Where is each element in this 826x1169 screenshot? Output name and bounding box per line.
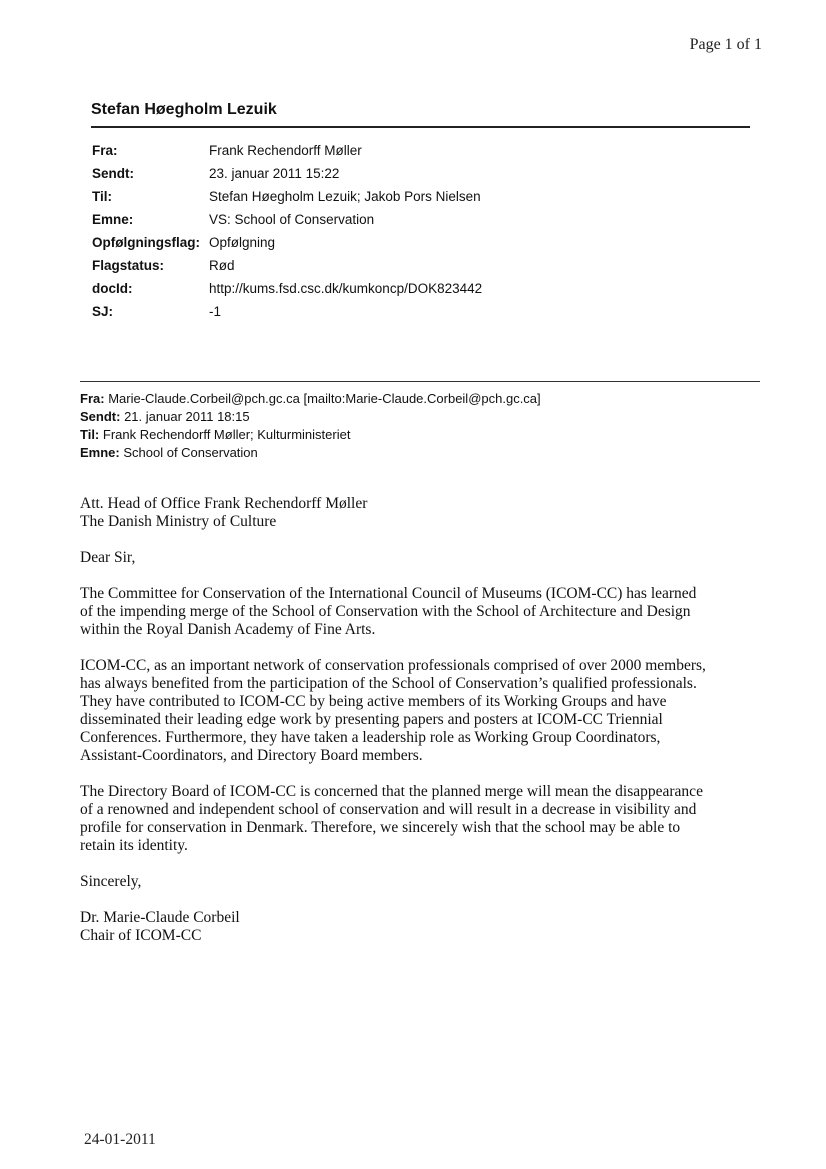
paragraph-line: retain its identity. xyxy=(80,837,188,854)
paragraph-3 xyxy=(80,783,780,855)
header-row-subject xyxy=(92,208,482,231)
header-row-to xyxy=(92,185,482,208)
attention-line: Att. Head of Office Frank Rechendorff Møller xyxy=(80,495,368,512)
forwarded-row-sent xyxy=(80,408,541,426)
letter-body xyxy=(80,495,780,963)
salutation xyxy=(80,549,780,567)
header-row-followup-flag xyxy=(92,231,482,254)
forwarded-divider xyxy=(80,381,760,382)
mailbox-owner-name: Stefan Høegholm Lezuik xyxy=(91,101,277,118)
paragraph-line: within the Royal Danish Academy of Fine Arts. xyxy=(80,621,376,638)
paragraph-line: of the impending merge of the School of Conservation with the School of Architecture and Design xyxy=(80,603,691,620)
header-value-followup-flag: Opfølgning xyxy=(209,235,276,250)
header-label: Emne: xyxy=(92,212,134,227)
closing xyxy=(80,873,780,891)
paragraph-line: ICOM-CC, as an important network of conservation professionals comprised of over 2000 members, xyxy=(80,657,706,674)
paragraph-1 xyxy=(80,585,780,639)
header-value-subject: VS: School of Conservation xyxy=(209,212,375,227)
header-row-sent xyxy=(92,162,482,185)
attention-line: The Danish Ministry of Culture xyxy=(80,513,277,530)
email-header-table xyxy=(92,139,482,323)
salutation-text: Dear Sir, xyxy=(80,549,136,566)
header-label: Flagstatus: xyxy=(92,258,165,273)
forwarded-value-to: Frank Rechendorff Møller; Kulturministeriet xyxy=(102,427,351,442)
forwarded-header xyxy=(80,390,541,462)
forwarded-value-sent: 21. januar 2011 18:15 xyxy=(124,409,250,424)
header-value-from: Frank Rechendorff Møller xyxy=(209,143,362,158)
header-value-flag-status: Rød xyxy=(209,258,235,273)
header-label: Sendt: xyxy=(92,166,134,181)
header-row-sj xyxy=(92,300,482,323)
signature-block xyxy=(80,909,780,945)
forwarded-row-to xyxy=(80,426,541,444)
header-row-from xyxy=(92,139,482,162)
paragraph-line: Assistant-Coordinators, and Directory Board members. xyxy=(80,747,423,764)
owner-divider xyxy=(91,126,750,128)
header-label: Fra: xyxy=(92,143,118,158)
forwarded-label: Sendt: xyxy=(80,409,121,424)
signature-title: Chair of ICOM-CC xyxy=(80,927,202,944)
header-label: Til: xyxy=(92,189,112,204)
paragraph-2 xyxy=(80,657,780,765)
header-label: Opfølgningsflag: xyxy=(92,235,200,250)
paragraph-line: The Committee for Conservation of the International Council of Museums (ICOM-CC) has learned xyxy=(80,585,697,602)
forwarded-label: Emne: xyxy=(80,445,120,460)
paragraph-line: profile for conservation in Denmark. Therefore, we sincerely wish that the school may be able to xyxy=(80,819,681,836)
closing-text: Sincerely, xyxy=(80,873,142,890)
header-value-docid: http://kums.fsd.csc.dk/kumkoncp/DOK823442 xyxy=(209,281,483,296)
signature-name: Dr. Marie-Claude Corbeil xyxy=(80,909,240,926)
header-value-sent: 23. januar 2011 15:22 xyxy=(209,166,340,181)
header-value-sj: -1 xyxy=(209,304,222,319)
forwarded-value-from: Marie-Claude.Corbeil@pch.gc.ca [mailto:Marie-Claude.Corbeil@pch.gc.ca] xyxy=(108,391,541,406)
paragraph-line: They have contributed to ICOM-CC by being active members of its Working Groups and have xyxy=(80,693,667,710)
header-label: docId: xyxy=(92,281,133,296)
header-label: SJ: xyxy=(92,304,114,319)
forwarded-row-subject xyxy=(80,444,541,462)
paragraph-line: has always benefited from the participation of the School of Conservation’s qualified professionals. xyxy=(80,675,697,692)
header-row-flag-status xyxy=(92,254,482,277)
forwarded-label: Fra: xyxy=(80,391,105,406)
attention-block xyxy=(80,495,780,531)
paragraph-line: Conferences. Furthermore, they have taken a leadership role as Working Group Coordinators, xyxy=(80,729,661,746)
paragraph-line: of a renowned and independent school of conservation and will result in a decrease in visibility and xyxy=(80,801,697,818)
forwarded-row-from xyxy=(80,390,541,408)
paragraph-line: disseminated their leading edge work by presenting papers and posters at ICOM-CC Triennial xyxy=(80,711,663,728)
forwarded-label: Til: xyxy=(80,427,100,442)
page-number: Page 1 of 1 xyxy=(689,36,762,53)
paragraph-line: The Directory Board of ICOM-CC is concerned that the planned merge will mean the disappearance xyxy=(80,783,703,800)
header-row-docid xyxy=(92,277,482,300)
footer-date: 24-01-2011 xyxy=(84,1131,156,1148)
forwarded-value-subject: School of Conservation xyxy=(123,445,258,460)
header-value-to: Stefan Høegholm Lezuik; Jakob Pors Nielsen xyxy=(209,189,481,204)
